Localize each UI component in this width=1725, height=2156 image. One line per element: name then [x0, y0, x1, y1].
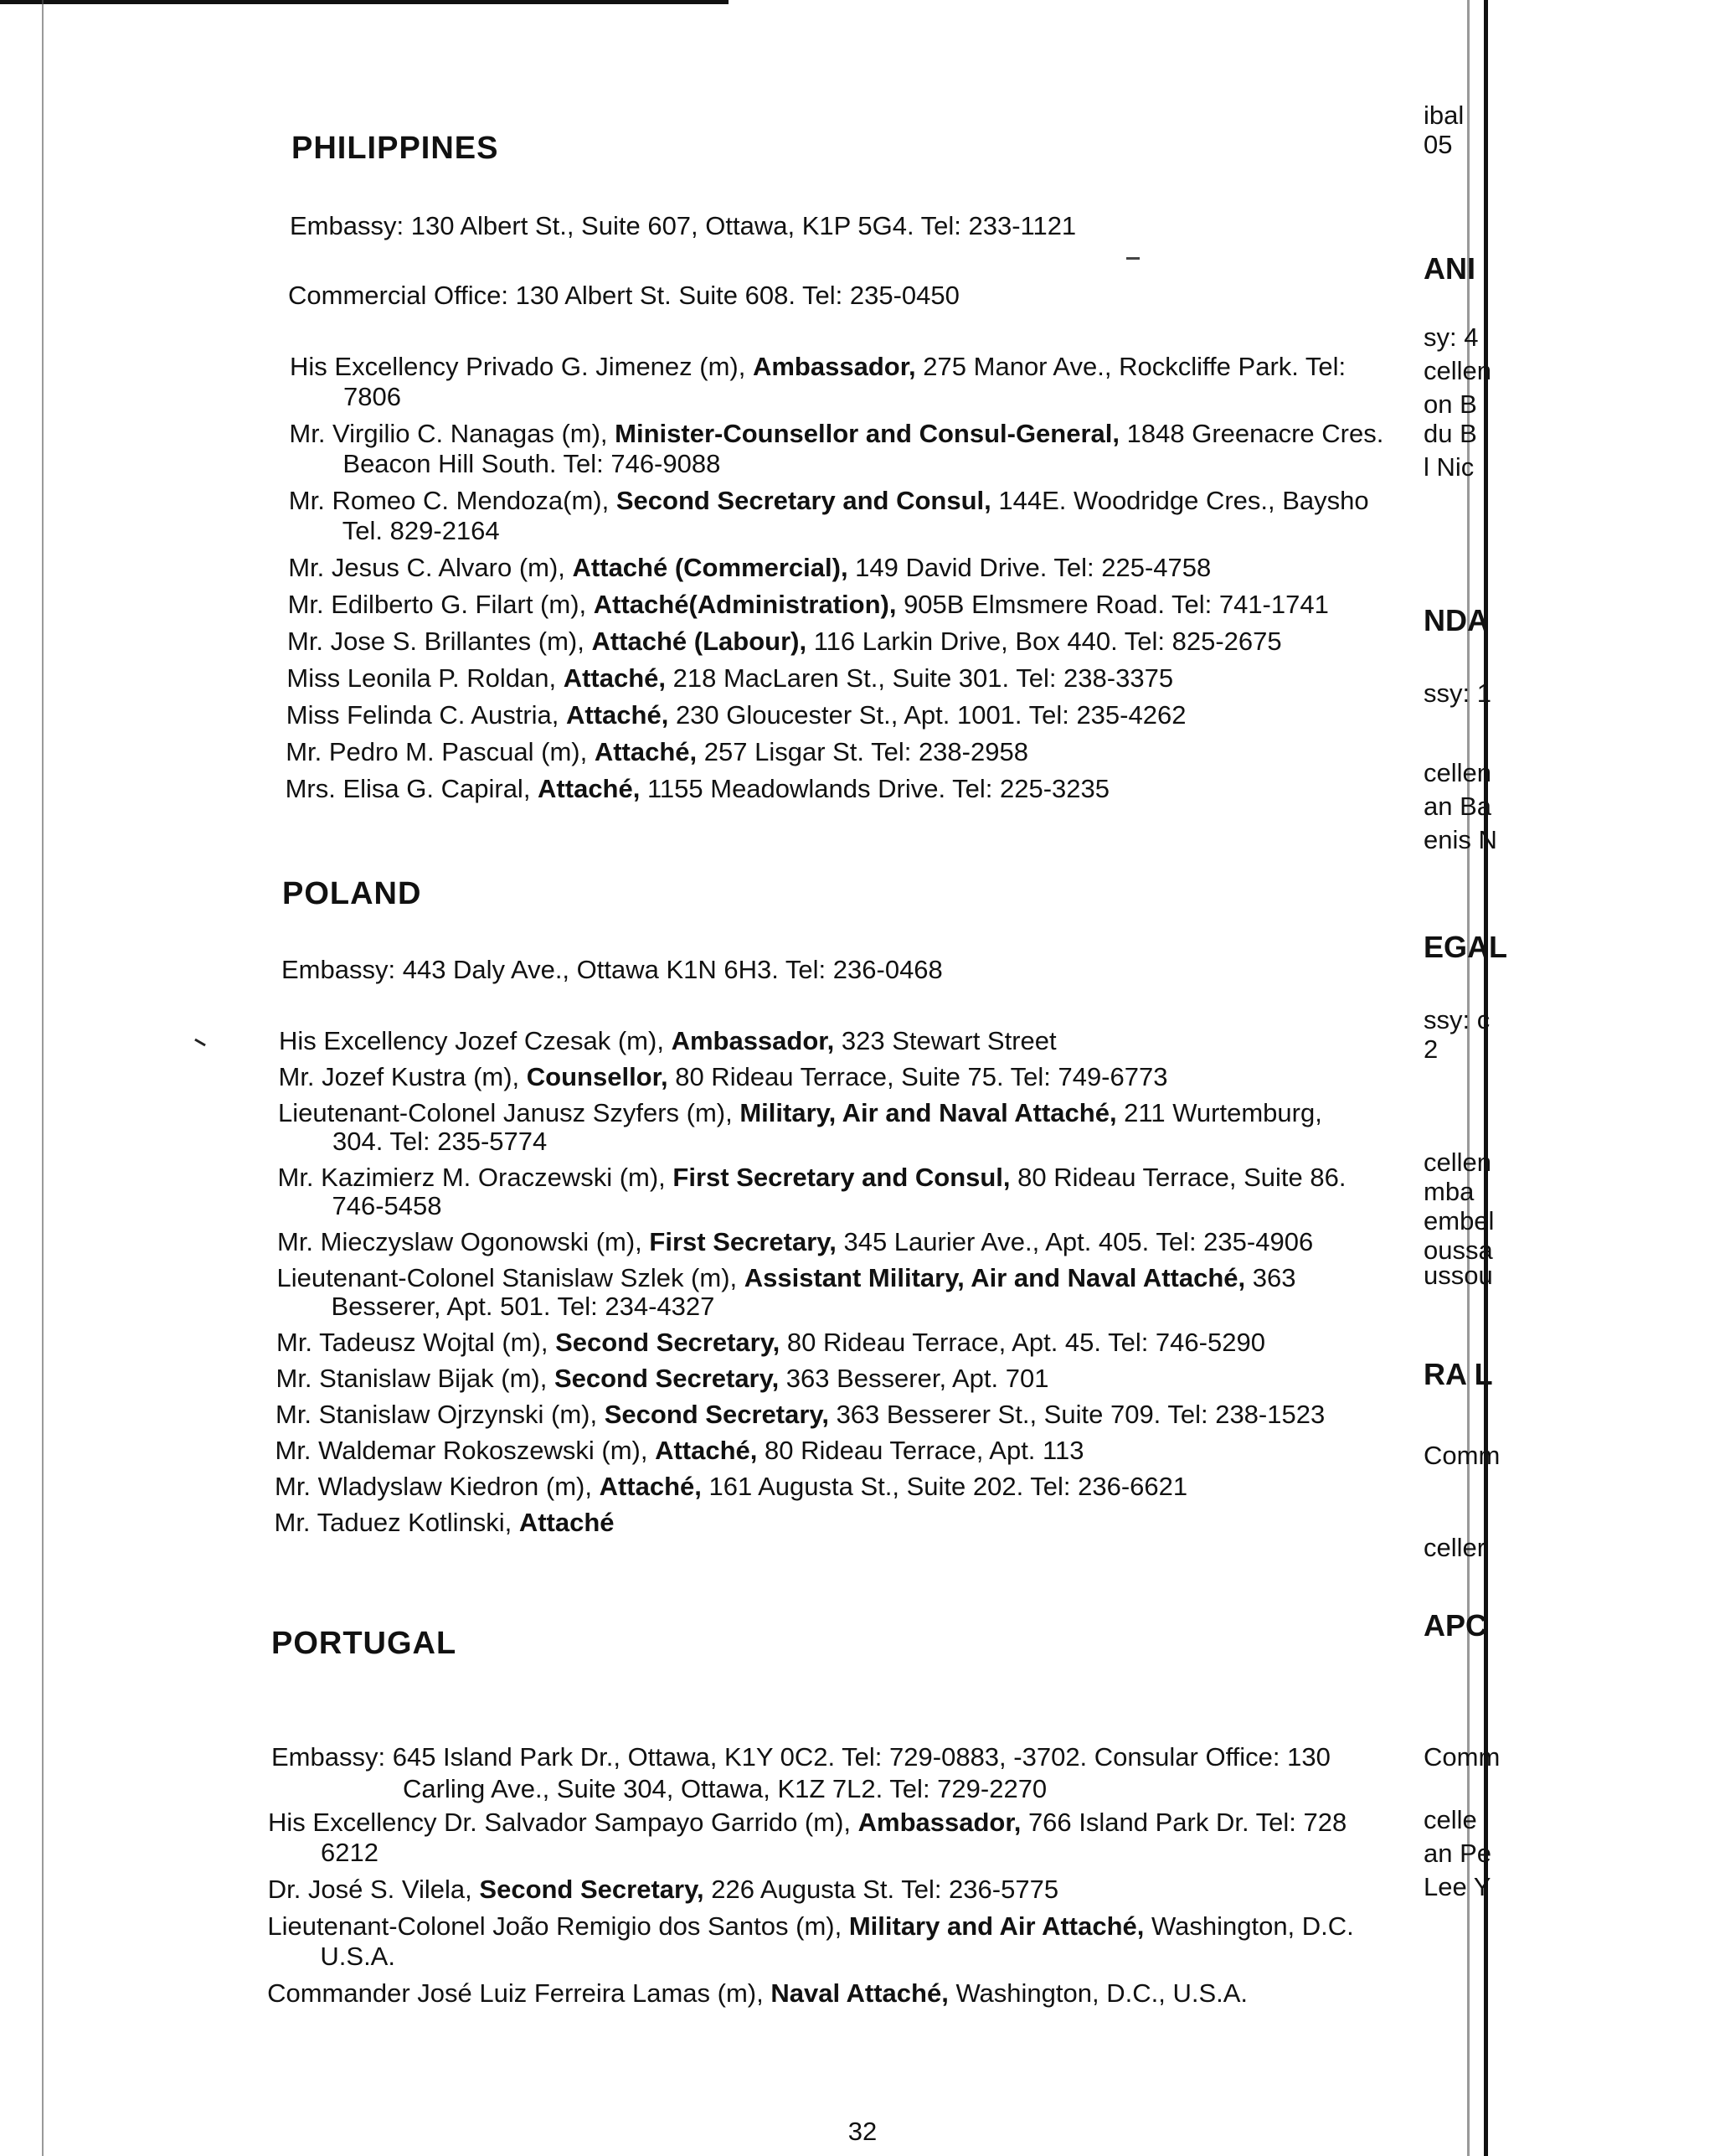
staff-entry [286, 774, 1110, 804]
adjacent-page-fragment: APC [1424, 1608, 1488, 1643]
staff-title: Attaché, [594, 737, 698, 766]
staff-entry [275, 1508, 615, 1538]
staff-entry [278, 1098, 1322, 1128]
staff-address: Washington, D.C. [1144, 1911, 1354, 1941]
staff-name: Mr. Kazimierz M. Oraczewski (m), [277, 1163, 673, 1192]
adjacent-page-fragment: du B [1424, 419, 1477, 448]
staff-title: Attaché (Commercial), [572, 553, 848, 582]
staff-address: 144E. Woodridge Cres., Baysho [991, 486, 1369, 515]
page-top-edge [0, 0, 729, 4]
adjacent-page-fragment: 05 [1424, 130, 1453, 159]
section-heading-philippines: PHILIPPINES [291, 131, 499, 166]
staff-name: Mr. Mieczyslaw Ogonowski (m), [277, 1227, 650, 1256]
embassy-address-continued: Carling Ave., Suite 304, Ottawa, K1Z 7L2. Tel: 729-2270 [403, 1774, 1048, 1803]
staff-name: Lieutenant-Colonel Janusz Szyfers (m), [278, 1098, 740, 1127]
staff-title: Naval Attaché, [770, 1978, 949, 2008]
staff-entry [279, 1026, 1057, 1056]
adjacent-page-fragment: Comm [1424, 1441, 1501, 1470]
staff-name: Mr. Stanislaw Ojrzynski (m), [275, 1400, 605, 1429]
staff-entry-continued: 6212 [321, 1838, 378, 1867]
adjacent-page-fragment: celler [1424, 1533, 1486, 1562]
staff-address: 226 Augusta St. Tel: 236-5775 [703, 1875, 1059, 1904]
staff-entry-continued: 7806 [343, 382, 401, 411]
staff-address: 80 Rideau Terrace, Suite 86. [1010, 1163, 1347, 1192]
staff-title: Attaché(Administration), [593, 590, 897, 619]
staff-name: Mr. Romeo C. Mendoza(m), [288, 486, 616, 515]
staff-entry [275, 1400, 1325, 1430]
staff-address: 345 Laurier Ave., Apt. 405. Tel: 235-4906 [836, 1227, 1314, 1256]
staff-address: 116 Larkin Drive, Box 440. Tel: 825-2675 [806, 627, 1282, 656]
staff-entry [275, 1436, 1084, 1466]
staff-entry [279, 1062, 1168, 1092]
staff-title: Ambassador, [752, 352, 916, 381]
adjacent-page-fragment: Lee Y [1424, 1872, 1491, 1901]
staff-entry [287, 627, 1282, 657]
staff-name: Mr. Jesus C. Alvaro (m), [288, 553, 573, 582]
embassy-address: Embassy: 130 Albert St., Suite 607, Ottawa, K1P 5G4. Tel: 233-1121 [290, 211, 1077, 240]
staff-entry [277, 1227, 1313, 1257]
adjacent-page-fragment: cellen [1424, 1148, 1491, 1177]
staff-name: Mr. Pedro M. Pascual (m), [286, 737, 595, 766]
adjacent-page-fragment: oussa [1424, 1235, 1493, 1265]
staff-address: 80 Rideau Terrace, Apt. 113 [757, 1436, 1084, 1465]
staff-address: 766 Island Park Dr. Tel: 728 [1021, 1808, 1347, 1837]
adjacent-page-fragment: sy: 4 [1424, 322, 1479, 352]
margin-mark [194, 1039, 206, 1047]
adjacent-page-fragment: 2 [1424, 1034, 1439, 1064]
staff-title: Attaché, [566, 700, 669, 730]
staff-entry [286, 737, 1028, 767]
staff-title: Attaché, [599, 1472, 702, 1501]
staff-address: 905B Elmsmere Road. Tel: 741-1741 [896, 590, 1329, 619]
adjacent-page-fragment: celle [1424, 1805, 1477, 1834]
staff-name: Mr. Waldemar Rokoszewski (m), [275, 1436, 656, 1465]
staff-title: Attaché (Labour), [591, 627, 807, 656]
adjacent-page-fragment: NDA [1424, 603, 1489, 637]
staff-title: Military, Air and Naval Attaché, [739, 1098, 1117, 1127]
page-left-edge [42, 0, 44, 2156]
adjacent-page-fragment: ibal [1424, 101, 1465, 130]
staff-title: Second Secretary, [555, 1328, 780, 1357]
staff-name: Mr. Virgilio C. Nanagas (m), [289, 419, 615, 448]
staff-entry [277, 1263, 1296, 1293]
staff-title: Attaché, [655, 1436, 758, 1465]
staff-name: Dr. José S. Vilela, [267, 1875, 480, 1904]
adjacent-page-fragment: embel [1424, 1206, 1495, 1235]
staff-name: Mr. Edilberto G. Filart (m), [287, 590, 594, 619]
staff-name: Mr. Stanislaw Bijak (m), [275, 1364, 554, 1393]
staff-address: 275 Manor Ave., Rockcliffe Park. Tel: [915, 352, 1347, 381]
staff-name: Mr. Wladyslaw Kiedron (m), [275, 1472, 600, 1501]
staff-title: Second Secretary, [604, 1400, 829, 1429]
staff-entry-continued: Tel. 829-2164 [342, 516, 500, 545]
staff-entry [289, 486, 1369, 516]
staff-entry-continued: Besserer, Apt. 501. Tel: 234-4327 [331, 1292, 715, 1321]
adjacent-page-fragment: ssy: c [1424, 1005, 1491, 1034]
staff-address: 1848 Greenacre Cres. [1120, 419, 1384, 448]
section-heading-portugal: PORTUGAL [271, 1626, 457, 1661]
staff-address: 161 Augusta St., Suite 202. Tel: 236-6621 [701, 1472, 1188, 1501]
staff-address: 211 Wurtemburg, [1116, 1098, 1322, 1127]
adjacent-page-fragment: Comm [1424, 1742, 1501, 1772]
staff-entry-continued: U.S.A. [320, 1942, 395, 1971]
adjacent-page-fragment: on B [1424, 389, 1477, 419]
staff-title: First Secretary, [649, 1227, 837, 1256]
staff-name: Mr. Jose S. Brillantes (m), [287, 627, 592, 656]
staff-entry [268, 1808, 1347, 1838]
staff-address: 257 Lisgar St. Tel: 238-2958 [697, 737, 1028, 766]
staff-entry-continued: 304. Tel: 235-5774 [332, 1127, 548, 1156]
adjacent-page-fragment: ANI [1424, 251, 1475, 286]
adjacent-page-fragment: RA L [1424, 1357, 1493, 1391]
staff-name: Mr. Tadeusz Wojtal (m), [276, 1328, 556, 1357]
adjacent-page-fragment: mba [1424, 1177, 1475, 1206]
adjacent-page-fragment: ussou [1424, 1261, 1493, 1290]
staff-entry [289, 419, 1383, 449]
staff-entry [286, 663, 1173, 694]
staff-title: Second Secretary, [554, 1364, 780, 1393]
staff-entry [290, 352, 1346, 382]
staff-address: 363 Besserer St., Suite 709. Tel: 238-1523 [828, 1400, 1326, 1429]
adjacent-page-fragment: enis N [1424, 825, 1497, 854]
staff-address: 218 MacLaren St., Suite 301. Tel: 238-3375 [666, 663, 1174, 693]
staff-address: 80 Rideau Terrace, Apt. 45. Tel: 746-5290 [780, 1328, 1265, 1357]
staff-entry [288, 553, 1211, 583]
staff-entry [286, 700, 1187, 730]
staff-name: Commander José Luiz Ferreira Lamas (m), [267, 1978, 771, 2008]
staff-title: First Secretary and Consul, [672, 1163, 1011, 1192]
staff-entry-continued: 746-5458 [332, 1191, 442, 1220]
staff-entry [276, 1364, 1049, 1394]
stray-mark [1126, 257, 1140, 260]
staff-address: Washington, D.C., U.S.A. [948, 1978, 1249, 2008]
commercial-office-address: Commercial Office: 130 Albert St. Suite 608. Tel: 235-0450 [288, 281, 960, 310]
staff-entry [268, 1875, 1058, 1905]
staff-entry [276, 1328, 1265, 1358]
staff-title: Attaché, [538, 774, 641, 803]
staff-entry [288, 590, 1329, 620]
staff-entry [267, 1911, 1353, 1942]
staff-address: 1155 Meadowlands Drive. Tel: 225-3235 [640, 774, 1110, 803]
staff-name: Miss Felinda C. Austria, [286, 700, 567, 730]
staff-title: Attaché, [563, 663, 666, 693]
staff-name: His Excellency Dr. Salvador Sampayo Garrido (m), [268, 1808, 858, 1837]
staff-title: Attaché [518, 1508, 615, 1537]
staff-entry [267, 1978, 1248, 2009]
staff-title: Ambassador, [671, 1026, 835, 1055]
adjacent-page-fragment: cellen [1424, 758, 1491, 787]
staff-name: Lieutenant-Colonel João Remigio dos Santos (m), [267, 1911, 849, 1941]
embassy-address: Embassy: 443 Daly Ave., Ottawa K1N 6H3. Tel: 236-0468 [281, 955, 943, 984]
staff-address: 230 Gloucester St., Apt. 1001. Tel: 235-4262 [668, 700, 1187, 730]
staff-address: 80 Rideau Terrace, Suite 75. Tel: 749-6773 [667, 1062, 1168, 1091]
adjacent-page-fragment: cellen [1424, 356, 1491, 385]
staff-title: Ambassador, [857, 1808, 1022, 1837]
staff-entry [275, 1472, 1187, 1502]
staff-address: 363 Besserer, Apt. 701 [779, 1364, 1049, 1393]
adjacent-page-fragment: l Nic [1424, 452, 1475, 482]
staff-title: Assistant Military, Air and Naval Attaché, [744, 1263, 1246, 1292]
adjacent-page-fragment: an Ba [1424, 792, 1492, 821]
staff-title: Second Secretary and Consul, [615, 486, 991, 515]
staff-entry [278, 1163, 1347, 1193]
section-heading-poland: POLAND [282, 876, 422, 911]
staff-title: Counsellor, [526, 1062, 668, 1091]
staff-name: Mrs. Elisa G. Capiral, [285, 774, 538, 803]
staff-name: Miss Leonila P. Roldan, [286, 663, 564, 693]
staff-title: Second Secretary, [479, 1875, 704, 1904]
staff-address: 363 [1245, 1263, 1296, 1292]
staff-address: 149 David Drive. Tel: 225-4758 [847, 553, 1212, 582]
staff-title: Military and Air Attaché, [848, 1911, 1145, 1941]
staff-name: Mr. Jozef Kustra (m), [278, 1062, 527, 1091]
embassy-address: Embassy: 645 Island Park Dr., Ottawa, K1Y 0C2. Tel: 729-0883, -3702. Consular Office: 130 [271, 1742, 1331, 1772]
staff-name: Mr. Taduez Kotlinski, [274, 1508, 519, 1537]
staff-name: His Excellency Privado G. Jimenez (m), [290, 352, 753, 381]
staff-title: Minister-Counsellor and Consul-General, [615, 419, 1120, 448]
page-number: 32 [847, 2117, 878, 2146]
staff-name: Lieutenant-Colonel Stanislaw Szlek (m), [276, 1263, 744, 1292]
adjacent-page-fragment: ssy: 1 [1424, 678, 1491, 708]
adjacent-page-fragment: an Pe [1424, 1839, 1492, 1868]
staff-entry-continued: Beacon Hill South. Tel: 746-9088 [342, 449, 721, 478]
staff-name: His Excellency Jozef Czesak (m), [279, 1026, 672, 1055]
adjacent-page-fragment: EGAL [1424, 930, 1508, 964]
staff-address: 323 Stewart Street [834, 1026, 1057, 1055]
